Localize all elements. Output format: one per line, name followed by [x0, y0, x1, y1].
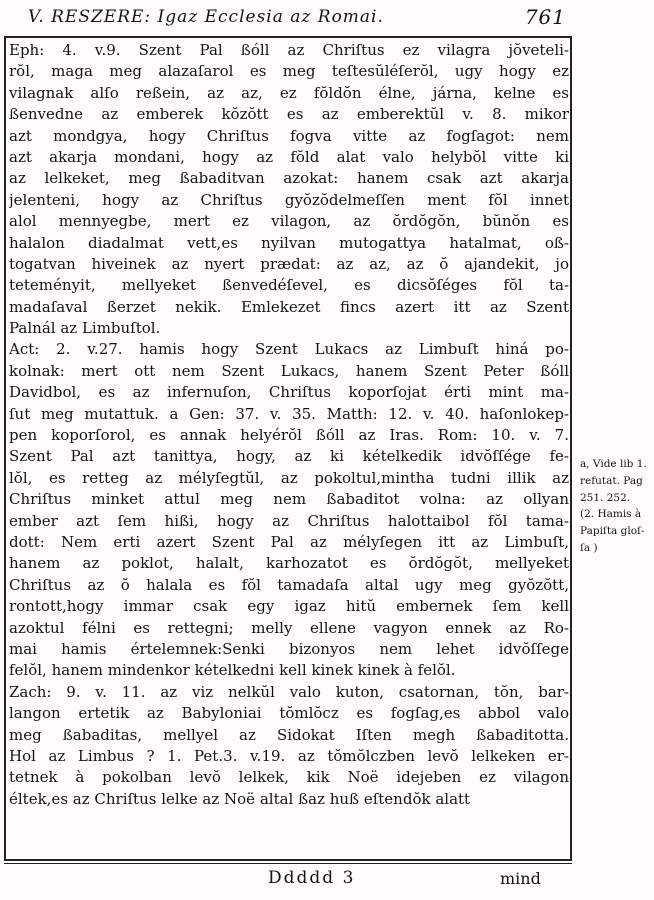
margin-note-line: refutat. Pag — [580, 474, 643, 487]
text-line: Chriſtus az ŏ halala es fŏl tamadaſa altal ugy meg gyŏzŏtt, — [9, 575, 569, 594]
text-line: azt mondgya, hogy Chriſtus fogva vitte az fogſagot: nem — [9, 126, 569, 145]
text-line: Szent Pal azt tanittya, hogy, az ki kételkedik idvŏſſége fe- — [9, 447, 569, 466]
margin-note-line: 251. 252. — [580, 491, 631, 504]
text-line: Eph: 4. v.9. Szent Pal ßóll az Chriſtus ez vilagra jŏveteli- — [9, 41, 569, 59]
text-line: rŏl, maga meg alazaſarol es meg teſtesŭléſerŏl, ugy hogy ez — [9, 62, 569, 81]
page-number: 761 — [524, 5, 566, 29]
page-footer — [0, 866, 654, 896]
margin-note — [580, 456, 652, 557]
signature-mark: Ddddd 3 — [268, 868, 356, 888]
text-line: Zach: 9. v. 11. az viz nelkŭl valo kuton, csatornan, tŏn, bar- — [9, 682, 569, 701]
text-line: éltek,es az Chriſtus lelke az Noë altal ßaz huß eſtendŏk alatt — [9, 789, 471, 808]
text-line: tetnek à pokolban levŏ lelkek, kik Noë idejeben ez vilagon — [9, 768, 569, 787]
text-line: az lelkeket, meg ßabaditvan azokat: hanem csak azt akarja — [9, 169, 569, 188]
text-line: vilagnak alſo reßein, az az, ez fŏldŏn élne, járna, kelne es — [9, 83, 569, 102]
text-line: rontott,hogy immar csak egy igaz hitŭ embernek ſem kell — [9, 597, 569, 616]
text-line: langon ertetik az Babyloniai tŏmlŏcz es fogſag,es abbol valo — [9, 704, 569, 723]
text-line: alol mennyegbe, mert ez vilagon, az ŏrdŏgŏn, bŭnŏn es — [9, 212, 569, 231]
text-line: ſut meg mutattuk. a Gen: 37. v. 35. Matth: 12. v. 40. haſonlokep- — [9, 404, 569, 423]
text-line: togatvan hiveinek az nyert prædat: az az, az ŏ ajandekit, jo — [9, 254, 569, 273]
text-line: dott: Nem erti azert Szent Pal az mélyſegen itt az Limbuſt, — [9, 532, 569, 551]
margin-note-line: (2. Hamis à — [580, 508, 642, 521]
text-line: hanem az poklot, halalt, karhozatot es ŏrdŏgŏt, mellyeket — [9, 554, 569, 573]
margin-note-line: ſa ) — [580, 541, 598, 554]
text-line: felŏl, hanem mindenkor kételkedni kell kinek kinek à felŏl. — [9, 661, 456, 680]
text-line: Palnál az Limbuſtol. — [9, 319, 161, 338]
running-header — [18, 4, 566, 32]
footer-rule — [4, 863, 572, 864]
text-line: meg ßabaditas, mellyel az Sidokat Iſten megh ßabaditotta. — [9, 725, 569, 744]
margin-note-line: a, Vide lib 1. — [580, 458, 647, 470]
text-line: Chriſtus minket attul meg nem ßabaditot volna: az ollyan — [9, 490, 569, 509]
body-text — [9, 40, 569, 810]
margin-note-line: Papiſta gloſ- — [580, 525, 645, 538]
text-line: ßenvedne az emberek kŏzŏtt es az emberektŭl v. 8. mikor — [9, 105, 569, 124]
text-line: Hol az Limbus ? 1. Pet.3. v.19. az tŏmŏlczben levŏ lelkeken er- — [9, 746, 569, 765]
text-line: kolnak: mert ott nem Szent Lukacs, hanem Szent Peter ßóll — [9, 361, 569, 380]
text-line: azoktul félni es rettegni; melly ellene vagyon ennek az Ro- — [9, 618, 569, 637]
text-line: pen koporſorol, es annak helyérŏl ßóll az Iras. Rom: 10. v. 7. — [9, 426, 569, 445]
text-line: halalon diadalmat vett,es nyilvan mutogattya hatalmat, oß- — [9, 233, 569, 252]
text-line: lŏl, es retteg az mélyſegtŭl, az pokoltul,mintha tudni illik az — [9, 468, 569, 487]
text-line: madaſaval ßerzet nekik. Emlekezet fincs azert itt az Szent — [9, 297, 569, 316]
text-line: teteményit, mellyeket ßenvedéſevel, es dicsŏſéges fŏl ta- — [9, 276, 569, 295]
running-title: V. RESZERE: Igaz Ecclesia az Romai. — [28, 7, 384, 27]
text-line: Davidbol, es az infernuſon, Chriſtus koporſojat érti mint ma- — [9, 383, 569, 402]
text-line: jelenteni, hogy az Chriſtus gyŏzŏdelmeſſen ment fŏl innet — [9, 190, 569, 209]
text-line: Act: 2. v.27. hamis hogy Szent Lukacs az Limbuſt hiná po- — [9, 340, 569, 359]
text-line: mai hamis értelemnek:Senki bizonyos nem lehet idvŏſſege — [9, 639, 569, 658]
catchword: mind — [500, 869, 541, 888]
text-line: ember azt ſem hißi, hogy az Chriſtus halottaibol fŏl tama- — [9, 511, 569, 530]
text-line: azt akarja mondani, hogy az fŏld alat valo helybŏl vitte ki — [9, 147, 569, 166]
